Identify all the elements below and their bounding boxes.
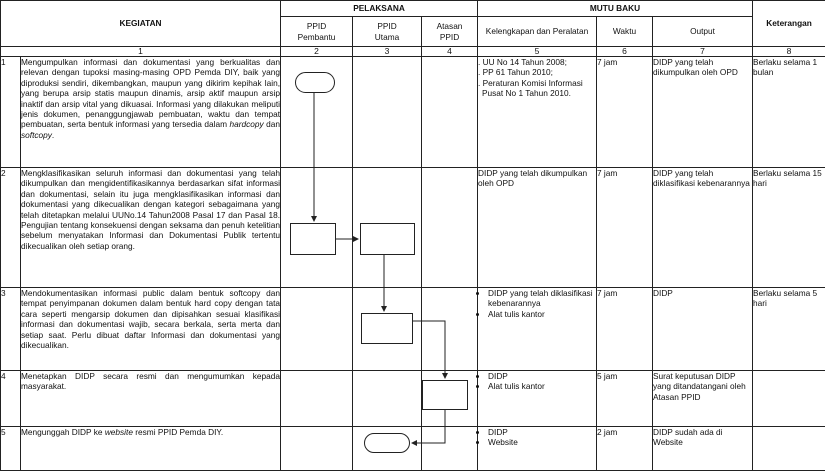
- row-number: 3: [1, 288, 21, 371]
- waktu-cell: 7 jam: [597, 168, 653, 288]
- header-ppid-pembantu-line2: Pembantu: [297, 31, 336, 42]
- lane-atasan-ppid-cell: [422, 288, 478, 371]
- header-atasan-ppid-line1: Atasan: [436, 21, 463, 32]
- kelengkapan-item: • Alat tulis kantor: [488, 309, 596, 319]
- waktu-cell: 7 jam: [597, 288, 653, 371]
- col-number-1: 1: [1, 47, 281, 57]
- waktu-cell: 2 jam: [597, 427, 653, 471]
- table-row: [1, 427, 825, 471]
- kelengkapan-item: . Peraturan Komisi Informasi Pusat No 1 Tahun 2010.: [478, 77, 583, 99]
- kegiatan-body: Mengumpulkan informasi dan dokumentasi yang berkualitas dan relevan dengan tupoksi masing-masing OPD Pemda DIY, baik yang diproduksi sendiri, dikembangkan, maupun yang dikirim kepihak lain, yang berupa arsip statis maupun dinamis, arsip aktif maupun arsip inaktif dan arsip vital yang dikuasai. Informasi yang dilakukan meliputi jenis dokumen, penanggungjawab pembuatan, waktu dan tempat pembuatan, serta bentuk informasi yang tersedia dalam: [21, 57, 281, 130]
- kegiatan-text: [21, 427, 281, 471]
- waktu-cell: 5 jam: [597, 371, 653, 427]
- output-cell: DIDP yang telah dikumpulkan oleh OPD: [653, 57, 753, 168]
- kegiatan-end: .: [51, 129, 55, 140]
- keterangan-cell: [753, 427, 825, 471]
- column-number-row: [1, 47, 825, 57]
- output-cell: Surat keputusan DIDP yang ditandatangani oleh Atasan PPID: [653, 371, 753, 427]
- kegiatan-em: hardcopy: [229, 119, 264, 130]
- kelengkapan-cell: DIDP yang telah dikumpulkan oleh OPD: [478, 168, 597, 288]
- lane-ppid-pembantu-cell: [281, 57, 353, 168]
- lane-ppid-utama-cell: [353, 427, 422, 471]
- header-ppid-utama: [353, 17, 422, 47]
- header-ppid-pembantu-line1: PPID: [306, 21, 327, 32]
- output-cell: DIDP yang telah diklasifikasi kebenarannya: [653, 168, 753, 288]
- lane-ppid-utama-cell: [353, 371, 422, 427]
- kelengkapan-item: . UU No 14 Tahun 2008;: [478, 57, 567, 67]
- header-waktu: Waktu: [597, 17, 653, 47]
- col-number-7: 7: [653, 47, 753, 57]
- header-mutu-baku: MUTU BAKU: [478, 1, 753, 17]
- kegiatan-text: [21, 57, 281, 168]
- row-number: 4: [1, 371, 21, 427]
- keterangan-cell: [753, 371, 825, 427]
- lane-ppid-pembantu-cell: [281, 371, 353, 427]
- header-ppid-utama-line2: Utama: [374, 31, 400, 42]
- row-number: 5: [1, 427, 21, 471]
- lane-ppid-utama-cell: [353, 288, 422, 371]
- header-kegiatan: KEGIATAN: [1, 1, 281, 47]
- header-row-top: [1, 1, 825, 17]
- kegiatan-em: website: [104, 427, 133, 437]
- keterangan-cell: Berlaku selama 5 hari: [753, 288, 825, 371]
- header-pelaksana: PELAKSANA: [281, 1, 478, 17]
- table-row: [1, 288, 825, 371]
- kegiatan-text: Mendokumentasikan informasi public dalam bentuk softcopy dan tempat penyimpanan dokumen dalam bentuk hard copy dengan tata cara seperti mengarsip dokumen dan dipisahkan sesuai klasifikasi informasi dan dokumentasi wajib, secara berkala, serta merta dan setiap saat. Perlu dibuat daftar Informasi dan dokumentasi yang dikecualikan.: [21, 288, 281, 371]
- waktu-cell: 7 jam: [597, 57, 653, 168]
- col-number-6: 6: [597, 47, 653, 57]
- table-row: [1, 371, 825, 427]
- kegiatan-em: softcopy: [21, 129, 52, 140]
- lane-ppid-utama-cell: [353, 57, 422, 168]
- kelengkapan-item: • DIDP: [488, 427, 596, 437]
- col-number-2: 2: [281, 47, 353, 57]
- kelengkapan-cell: [478, 371, 597, 427]
- kelengkapan-item: • DIDP yang telah diklasifikasi kebenarannya: [488, 288, 596, 309]
- kelengkapan-cell: [478, 288, 597, 371]
- kegiatan-text: Menetapkan DIDP secara resmi dan mengumumkan kepada masyarakat.: [21, 371, 281, 427]
- header-kelengkapan: Kelengkapan dan Peralatan: [478, 17, 597, 47]
- kegiatan-post: resmi PPID Pemda DIY.: [135, 427, 224, 437]
- keterangan-cell: Berlaku selama 1 bulan: [753, 57, 825, 168]
- kegiatan-mid: dan: [266, 119, 281, 130]
- lane-atasan-ppid-cell: [422, 57, 478, 168]
- col-number-3: 3: [353, 47, 422, 57]
- col-number-5: 5: [478, 47, 597, 57]
- lane-atasan-ppid-cell: [422, 168, 478, 288]
- output-cell: DIDP: [653, 288, 753, 371]
- header-output: Output: [653, 17, 753, 47]
- table-row: [1, 57, 825, 168]
- col-number-8: 8: [753, 47, 825, 57]
- table-row: [1, 168, 825, 288]
- kelengkapan-item: • Alat tulis kantor: [488, 381, 596, 391]
- header-ppid-pembantu: [281, 17, 353, 47]
- header-keterangan: Keterangan: [753, 1, 825, 47]
- lane-ppid-pembantu-cell: [281, 168, 353, 288]
- lane-atasan-ppid-cell: [422, 427, 478, 471]
- keterangan-cell: Berlaku selama 15 hari: [753, 168, 825, 288]
- col-number-4: 4: [422, 47, 478, 57]
- kelengkapan-item: • Website: [488, 437, 596, 447]
- header-ppid-utama-line1: PPID: [377, 21, 397, 32]
- kelengkapan-item: • DIDP: [488, 371, 596, 381]
- kelengkapan-cell: [478, 427, 597, 471]
- row-number: 1: [1, 57, 21, 168]
- lane-atasan-ppid-cell: [422, 371, 478, 427]
- kegiatan-pre: Mengunggah DIDP ke: [21, 427, 103, 437]
- kelengkapan-cell: [478, 57, 597, 168]
- output-cell: DIDP sudah ada di Website: [653, 427, 753, 471]
- lane-ppid-pembantu-cell: [281, 427, 353, 471]
- header-atasan-ppid: [422, 17, 478, 47]
- lane-ppid-utama-cell: [353, 168, 422, 288]
- header-atasan-ppid-line2: PPID: [439, 31, 460, 42]
- kegiatan-text: Mengklasifikasikan seluruh informasi dan dokumentasi yang telah dikumpulkan dan mengidentifikasikannya berdasarkan sifat informasi dan dokumentasi, selain itu juga mengklasifikasikan informasi dan dokumentasi yang dikecualikan dengan kategori sebagaimana yang telah ditetapkan melalui UUNo.14 Tahun2008 Pasal 17 dan Pasal 18. Pengujian tentang konsekuensi dengan seksama dan penuh ketelitian sebelum menyatakan Informasi dan Dokumentasi Publik tertentu dikecualikan oleh setiap orang.: [21, 168, 281, 288]
- kelengkapan-item: . PP 61 Tahun 2010;: [478, 67, 553, 78]
- lane-ppid-pembantu-cell: [281, 288, 353, 371]
- row-number: 2: [1, 168, 21, 288]
